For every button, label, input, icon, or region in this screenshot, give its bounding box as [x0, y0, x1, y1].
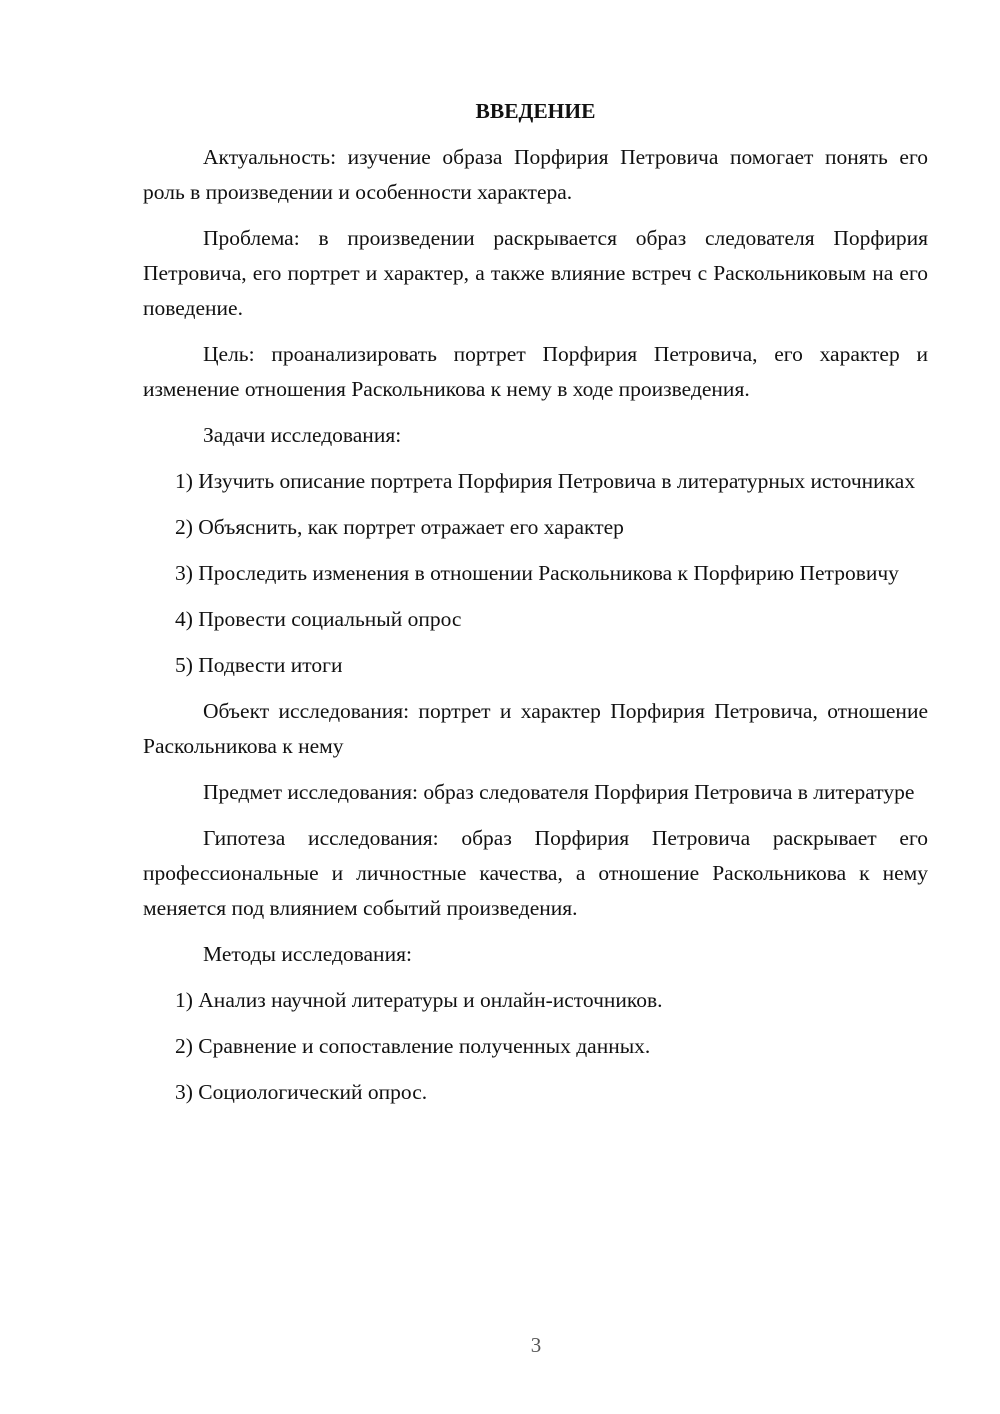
method-item: 1) Анализ научной литературы и онлайн-источников.: [175, 988, 663, 1012]
page-number: 3: [530, 1333, 542, 1357]
task-item: 5) Подвести итоги: [175, 653, 343, 677]
tasks-heading: Задачи исследования:: [203, 423, 402, 447]
task-item: 4) Провести социальный опрос: [175, 607, 462, 631]
method-item: 2) Сравнение и сопоставление полученных данных.: [175, 1034, 651, 1058]
goal-paragraph: Цель: проанализировать портрет Порфирия Петровича, его характер и изменение отношения Раскольникова к нему в ходе произведения.: [143, 342, 928, 401]
task-item: 2) Объяснить, как портрет отражает его характер: [175, 515, 624, 539]
methods-heading: Методы исследования:: [203, 942, 412, 966]
task-item: 3) Проследить изменения в отношении Раскольникова к Порфирию Петровичу: [175, 561, 899, 585]
subject-paragraph: Предмет исследования: образ следователя Порфирия Петровича в литературе: [203, 780, 915, 804]
problem-paragraph: Проблема: в произведении раскрывается образ следователя Порфирия Петровича, его портрет и характер, а также влияние встреч с Раскольниковым на его поведение.: [143, 226, 928, 320]
method-item: 3) Социологический опрос.: [175, 1080, 428, 1104]
section-title: ВВЕДЕНИЕ: [475, 99, 596, 123]
document-body: [143, 96, 928, 1121]
object-paragraph: Объект исследования: портрет и характер Порфирия Петровича, отношение Раскольникова к нему: [143, 699, 928, 758]
hypothesis-paragraph: Гипотеза исследования: образ Порфирия Петровича раскрывает его профессиональные и личностные качества, а отношение Раскольникова к нему меняется под влиянием событий произведения.: [143, 826, 928, 920]
task-item: 1) Изучить описание портрета Порфирия Петровича в литературных источниках: [175, 469, 916, 493]
relevance-paragraph: Актуальность: изучение образа Порфирия Петровича помогает понять его роль в произведении и особенности характера.: [143, 145, 928, 204]
